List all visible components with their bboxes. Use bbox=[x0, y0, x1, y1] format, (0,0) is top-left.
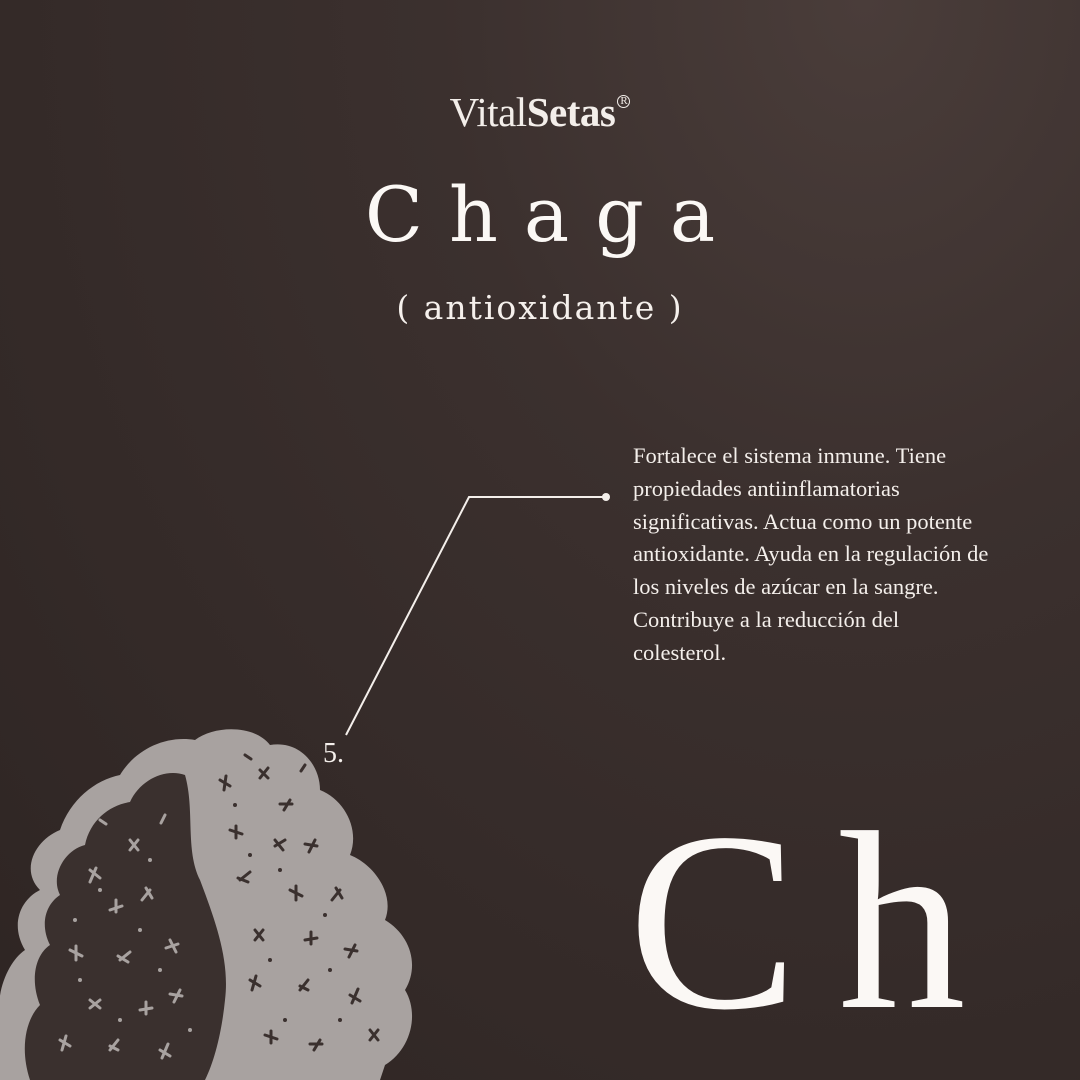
chaga-mushroom-icon bbox=[0, 720, 440, 1080]
large-initials: Ch bbox=[628, 781, 1006, 1063]
registered-mark-icon: R bbox=[617, 95, 630, 108]
description-text: Fortalece el sistema inmune. Tiene propiedades antiinflamatorias significativas. Actua como un potente antioxidante. Ayuda en la regulación de los niveles de azúcar en la sangre. Contribuye a la reducción del colesterol. bbox=[633, 443, 989, 665]
connector-dot bbox=[602, 493, 610, 501]
brand-name-light: Vital bbox=[449, 89, 527, 135]
item-number: 5. bbox=[323, 738, 344, 769]
brand-logo bbox=[0, 88, 1080, 136]
page-subtitle: ( antioxidante ) bbox=[396, 288, 684, 327]
brand-name-bold: Setas bbox=[526, 89, 616, 135]
page-title: Chaga bbox=[364, 170, 742, 259]
